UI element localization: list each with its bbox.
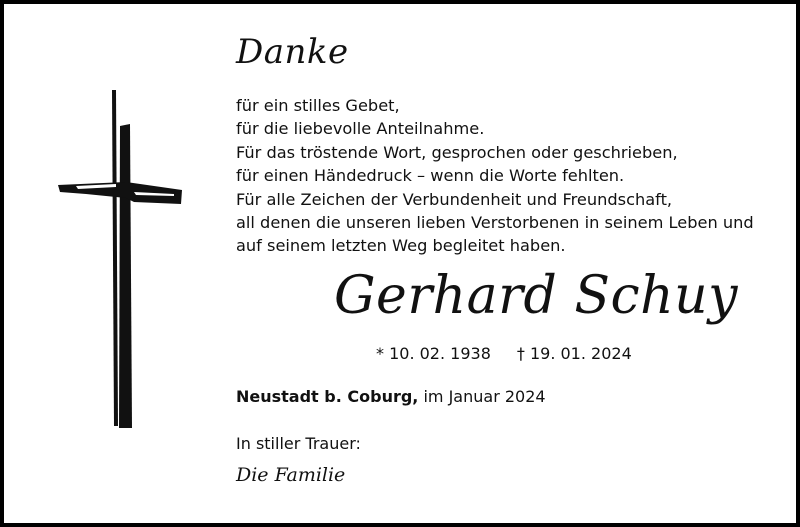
life-dates bbox=[376, 344, 632, 363]
thanks-line: Für alle Zeichen der Verbundenheit und Freundschaft, bbox=[236, 189, 673, 209]
thanks-line: all denen die unseren lieben Verstorbenen in seinem Leben und bbox=[236, 213, 754, 233]
death-date: † 19. 01. 2024 bbox=[516, 344, 632, 363]
cross-icon bbox=[56, 86, 186, 431]
thanks-line: auf seinem letzten Weg begleitet haben. bbox=[236, 236, 566, 256]
place-date bbox=[236, 387, 546, 406]
family-signature: Die Familie bbox=[236, 464, 346, 486]
thanks-line: Für das tröstende Wort, gesprochen oder geschrieben, bbox=[236, 142, 678, 162]
place-month: im Januar 2024 bbox=[418, 387, 546, 406]
place-name: Neustadt b. Coburg, bbox=[236, 387, 419, 406]
heading-thanks: Danke bbox=[236, 32, 349, 72]
thanks-line: für einen Händedruck – wenn die Worte fehlten. bbox=[236, 166, 625, 186]
deceased-name: Gerhard Schuy bbox=[334, 266, 738, 326]
thanks-line: für ein stilles Gebet, bbox=[236, 96, 400, 115]
birth-date: * 10. 02. 1938 bbox=[376, 344, 491, 363]
obituary-card bbox=[4, 4, 796, 523]
thanks-line: für die liebevolle Anteilnahme. bbox=[236, 119, 485, 139]
mourning-label: In stiller Trauer: bbox=[236, 434, 361, 453]
thanks-text bbox=[236, 94, 776, 258]
